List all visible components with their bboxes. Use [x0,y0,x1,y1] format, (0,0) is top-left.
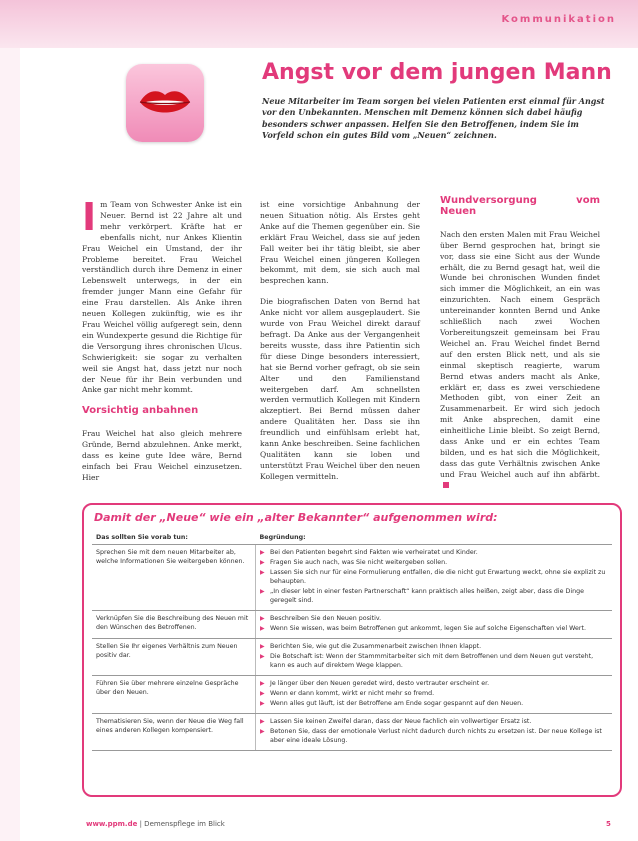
footer [86,820,225,828]
table-row [92,545,612,611]
table-cell-reason [256,639,613,676]
column-header: Das sollten Sie vorab tun: [92,531,256,545]
table-cell-action: Stellen Sie Ihr eigenes Verhältnis zum Neuen positiv dar. [92,639,256,676]
section-label: Kommunikation [501,14,616,25]
table-row [92,639,612,676]
list-item: ▶ „In dieser lebt in einer festen Partnerschaft“ kann praktisch alles heißen, zeigt aber, dass die Dinge geregelt sind. [260,587,608,605]
list-item: ▶ Beschreiben Sie den Neuen positiv. [260,614,608,623]
page-edge [0,48,20,841]
list-item: ▶ Die Botschaft ist: Wenn der Stammmitarbeiter sich mit dem Betroffenen und dem Neuen gut versteht, kann es auch auf direktem Wege klappen. [260,652,608,670]
table-cell-action: Führen Sie über mehrere einzelne Gespräche über den Neuen. [92,676,256,714]
list-item: ▶ Lassen Sie keinen Zweifel daran, dass der Neue fachlich ein vollwertiger Ersatz ist. [260,717,608,726]
article-lead: Neue Mitarbeiter im Team sorgen bei vielen Patienten erst einmal für Angst vor den Unbekannten. Menschen mit Demenz können sich dabei häufig besonders schwer anpassen. Helfen Sie den Betroffenen, indem Sie im Vorfeld schon ein gutes Bild vom „Neuen“ zeichnen. [262,96,605,140]
list-item: ▶ Bei den Patienten begehrt sind Fakten wie verheiratet und Kinder. [260,548,608,557]
tips-box-title: Damit der „Neue“ wie ein „alter Bekannter“ aufgenommen wird: [94,511,498,524]
drop-cap: I [82,195,97,239]
subheading: Vorsichtig anbahnen [82,405,199,417]
list-item: ▶ Lassen Sie sich nur für eine Formulierung entfallen, die die nicht gut Erwartung weckt, ohne sie explizit zu behaupten. [260,568,608,586]
text-column-3 [440,196,600,502]
table-row [92,714,612,751]
table-cell-action: Sprechen Sie mit dem neuen Mitarbeiter ab, welche Informationen Sie weitergeben können. [92,545,256,611]
list-item: ▶ Je länger über den Neuen geredet wird, desto vertrauter erscheint er. [260,679,608,688]
footer-website: www.ppm.de [86,820,138,828]
page-number: 5 [606,820,611,828]
list-item: ▶ Wenn Sie wissen, was beim Betroffenen gut ankommt, legen Sie auf solche Eigenschaften viel Wert. [260,624,608,633]
text-column-1 [82,195,242,494]
table-row [92,676,612,714]
tips-box [82,503,622,797]
paragraph: ist eine vorsichtige Anbahnung der neuen Situation nötig. Als Erstes geht Anke auf die Themen gegenüber ein. Sie erklärt Frau Weichel, dass sie auf jeden Fall weiter bei ihr tätig bleibt, sie aber Frau Weichel einen jüngeren Kollegen bekommt, mit dem, sie sich auch mal besprechen kann. [260,200,420,286]
list-item: ▶ Wenn er dann kommt, wirkt er nicht mehr so fremd. [260,689,608,698]
paragraph: Frau Weichel hat also gleich mehrere Gründe, Bernd abzulehnen. Anke merkt, dass es keine gute Idee wäre, Bernd einfach bei Frau Weichel einzusetzen. Hier [82,429,242,482]
paragraph: Nach den ersten Malen mit Frau Weichel über Bernd gesprochen hat, bringt sie vor, dass sie eine Sicht aus der Wunde erhält, die zu Bernd gesagt hat, weil die Wunde bei chronischen Wunden findet sich immer die Möglichkeit, an ein was einzurichten. Nach einem Gespräch untereinander konnten Bernd und Anke schließlich nach zwei Wochen Vorbereitungszeit gemeinsam bei Frau Weichel an. Frau Weichel findet Bernd auf den ersten Blick nett, und als sie einmal skeptisch reagierte, warum Bernd etwas anders macht als Anke, erklärt er, dass es zwei verschiedene Methoden gibt, von einer Zeit an Zusammenarbeit. Er wird sich jedoch mit Anke absprechen, damit eine einheitliche Linie bleibt. So zeigt Bernd, dass Anke und er ein echtes Team bilden, und es hat sich die Möglichkeit, dass das gute Verhältnis zwischen Anke und Frau Weichel auch auf ihn abfärbt. [440,229,600,479]
list-item: ▶ Berichten Sie, wie gut die Zusammenarbeit zwischen Ihnen klappt. [260,642,608,651]
footer-text: | Demenspflege im Blick [139,820,225,828]
table-cell-reason [256,714,613,751]
list-item: ▶ Wenn alles gut läuft, ist der Betroffene am Ende sogar gespannt auf den Neuen. [260,699,608,708]
table-row [92,611,612,639]
table-cell-action: Verknüpfen Sie die Beschreibung des Neuen mit den Wünschen des Betroffenen. [92,611,256,639]
list-item: ▶ Betonen Sie, dass der emotionale Verlust nicht dadurch durch nichts zu ersetzen ist. Der neue Kollege ist aber eine ideale Lösung. [260,727,608,745]
lips-icon [126,64,204,142]
article-title: Angst vor dem jungen Mann [262,60,612,85]
tips-table [92,531,612,751]
paragraph: m Team von Schwester Anke ist ein Neuer. Bernd ist 22 Jahre alt und mehr verkörpert. Kräfte hat er ebenfalls nicht, nur Ankes Klientin Frau Weichel ein Umstand, der ihr Probleme bereitet. Frau Weichel verständlich durch ihre Demenz in einer Lebenswelt unterwegs, in der ein fremder junger Mann eine Gefahr für eine Frau darstellen. Als Anke ihren neuen Kollegen zukünftig, wie es ihr Frau Weichel völlig aufgeregt sein, denn ein Wundexperte gesund die Richtige für die Versorgung ihres chronischen Ulcus. Schwierigkeit: sie sogar zu verhalten weil sie Angst hat, dass jetzt nur noch der Neue für ihr Bein verbunden und Anke gar nicht mehr kommt. [82,200,242,395]
list-item: ▶ Fragen Sie auch nach, was Sie nicht weitergeben sollen. [260,558,608,567]
column-header: Begründung: [256,531,613,545]
text-column-2 [260,200,420,493]
paragraph: Die biografischen Daten von Bernd hat Anke nicht vor allem ausgeplaudert. Sie wurde von Frau Weichel direkt darauf befragt. Da Anke aus der Vergangenheit bereits wusste, dass ihre Patientin sich für diese Dinge besonders interessiert, hat sie Bernd vorher gefragt, ob sie sein Alter und den Familienstand weitergeben darf. Am schnellsten werden vermutlich Kollegen mit Kindern akzeptiert. Bei Bernd müssen daher andere Qualitäten her. Dass sie ihn freundlich und einfühlsam erlebt hat, kann Anke beschreiben. Seine fachlichen Qualitäten kann sie loben und unterstützt Frau Weichel über den neuen Kollegen vermitteln. [260,297,420,481]
table-cell-reason [256,611,613,639]
end-mark-icon [443,482,449,488]
table-cell-reason [256,676,613,714]
table-cell-reason [256,545,613,611]
subheading: Wundversorgung vom Neuen [440,195,600,217]
table-cell-action: Thematisieren Sie, wenn der Neue die Weg fall eines anderen Kollegen kompensiert. [92,714,256,751]
